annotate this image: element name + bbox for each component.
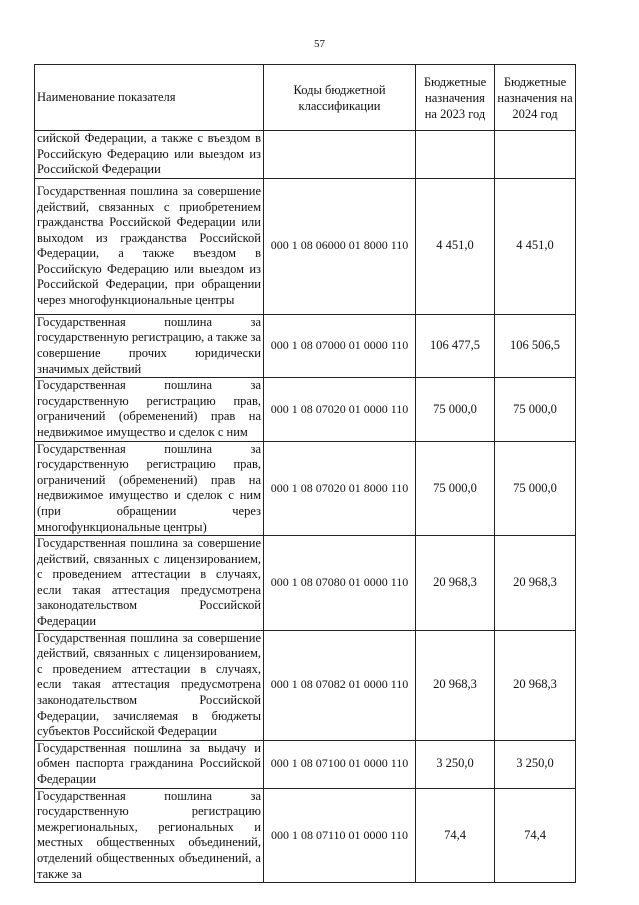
row-name: Государственная пошлина за совершение действий, связанных с лицензированием, с проведением аттестации в случаях, если такая аттестация предусмотрена законодательством Российской Федерации [35,536,264,631]
row-code [264,131,416,179]
row-value-2024: 3 250,0 [495,740,576,788]
row-name: Государственная пошлина за совершение действий, связанных с лицензированием, с проведением аттестации в случаях, если такая аттестация предусмотрена законодательством Российской Федерации, зачисляемая в бюджеты субъектов Российской Федерации [35,630,264,740]
header-2024: Бюджетные назначения на 2024 год [495,65,576,131]
row-value-2024: 4 451,0 [495,178,576,314]
row-name: Государственная пошлина за государственную регистрацию прав, ограничений (обременений) прав на недвижимое имущество и сделок с ним (при обращении через многофункциональные центры) [35,441,264,536]
table-row [35,788,576,883]
row-value-2023: 106 477,5 [416,314,495,377]
row-name: Государственная пошлина за государственную регистрацию межрегиональных, региональных и местных общественных объединений, отделений общественных объединений, а также за [35,788,264,883]
row-code: 000 1 08 07080 01 0000 110 [264,536,416,631]
row-value-2024: 106 506,5 [495,314,576,377]
table-row [35,740,576,788]
table-row [35,536,576,631]
row-value-2023: 75 000,0 [416,441,495,536]
table-row [35,131,576,179]
budget-table [34,64,576,883]
row-value-2024 [495,131,576,179]
row-name: сийской Федерации, а также с въездом в Российскую Федерацию или выездом из Российской Федерации [35,131,264,179]
table-row [35,178,576,314]
row-value-2024: 75 000,0 [495,441,576,536]
row-value-2024: 20 968,3 [495,630,576,740]
row-name: Государственная пошлина за государственную регистрацию, а также за совершение прочих юридически значимых действий [35,314,264,377]
table-row [35,378,576,441]
row-code: 000 1 08 07020 01 0000 110 [264,378,416,441]
header-2023: Бюджетные назначения на 2023 год [416,65,495,131]
table-row [35,441,576,536]
row-value-2024: 20 968,3 [495,536,576,631]
row-code: 000 1 08 07082 01 0000 110 [264,630,416,740]
row-value-2023: 3 250,0 [416,740,495,788]
row-code: 000 1 08 06000 01 8000 110 [264,178,416,314]
row-name: Государственная пошлина за совершение действий, связанных с приобретением гражданства Российской Федерации или выходом из гражданства Российской Федерации, а также въездом в Российскую Федерацию или выездом из Российской Федерации, при обращении через многофункциональные центры [35,178,264,314]
row-code: 000 1 08 07020 01 8000 110 [264,441,416,536]
header-code: Коды бюджетной классификации [264,65,416,131]
table-row [35,630,576,740]
row-value-2023 [416,131,495,179]
row-value-2023: 74,4 [416,788,495,883]
row-code: 000 1 08 07000 01 0000 110 [264,314,416,377]
row-name: Государственная пошлина за государственную регистрацию прав, ограничений (обременений) прав на недвижимое имущество и сделок с ним [35,378,264,441]
row-value-2023: 20 968,3 [416,536,495,631]
table-row [35,314,576,377]
page-number: 57 [314,38,325,50]
row-value-2023: 75 000,0 [416,378,495,441]
row-value-2024: 75 000,0 [495,378,576,441]
row-value-2024: 74,4 [495,788,576,883]
row-code: 000 1 08 07110 01 0000 110 [264,788,416,883]
row-name: Государственная пошлина за выдачу и обмен паспорта гражданина Российской Федерации [35,740,264,788]
header-name: Наименование показателя [35,65,264,131]
table-header-row [35,65,576,131]
row-code: 000 1 08 07100 01 0000 110 [264,740,416,788]
row-value-2023: 4 451,0 [416,178,495,314]
row-value-2023: 20 968,3 [416,630,495,740]
